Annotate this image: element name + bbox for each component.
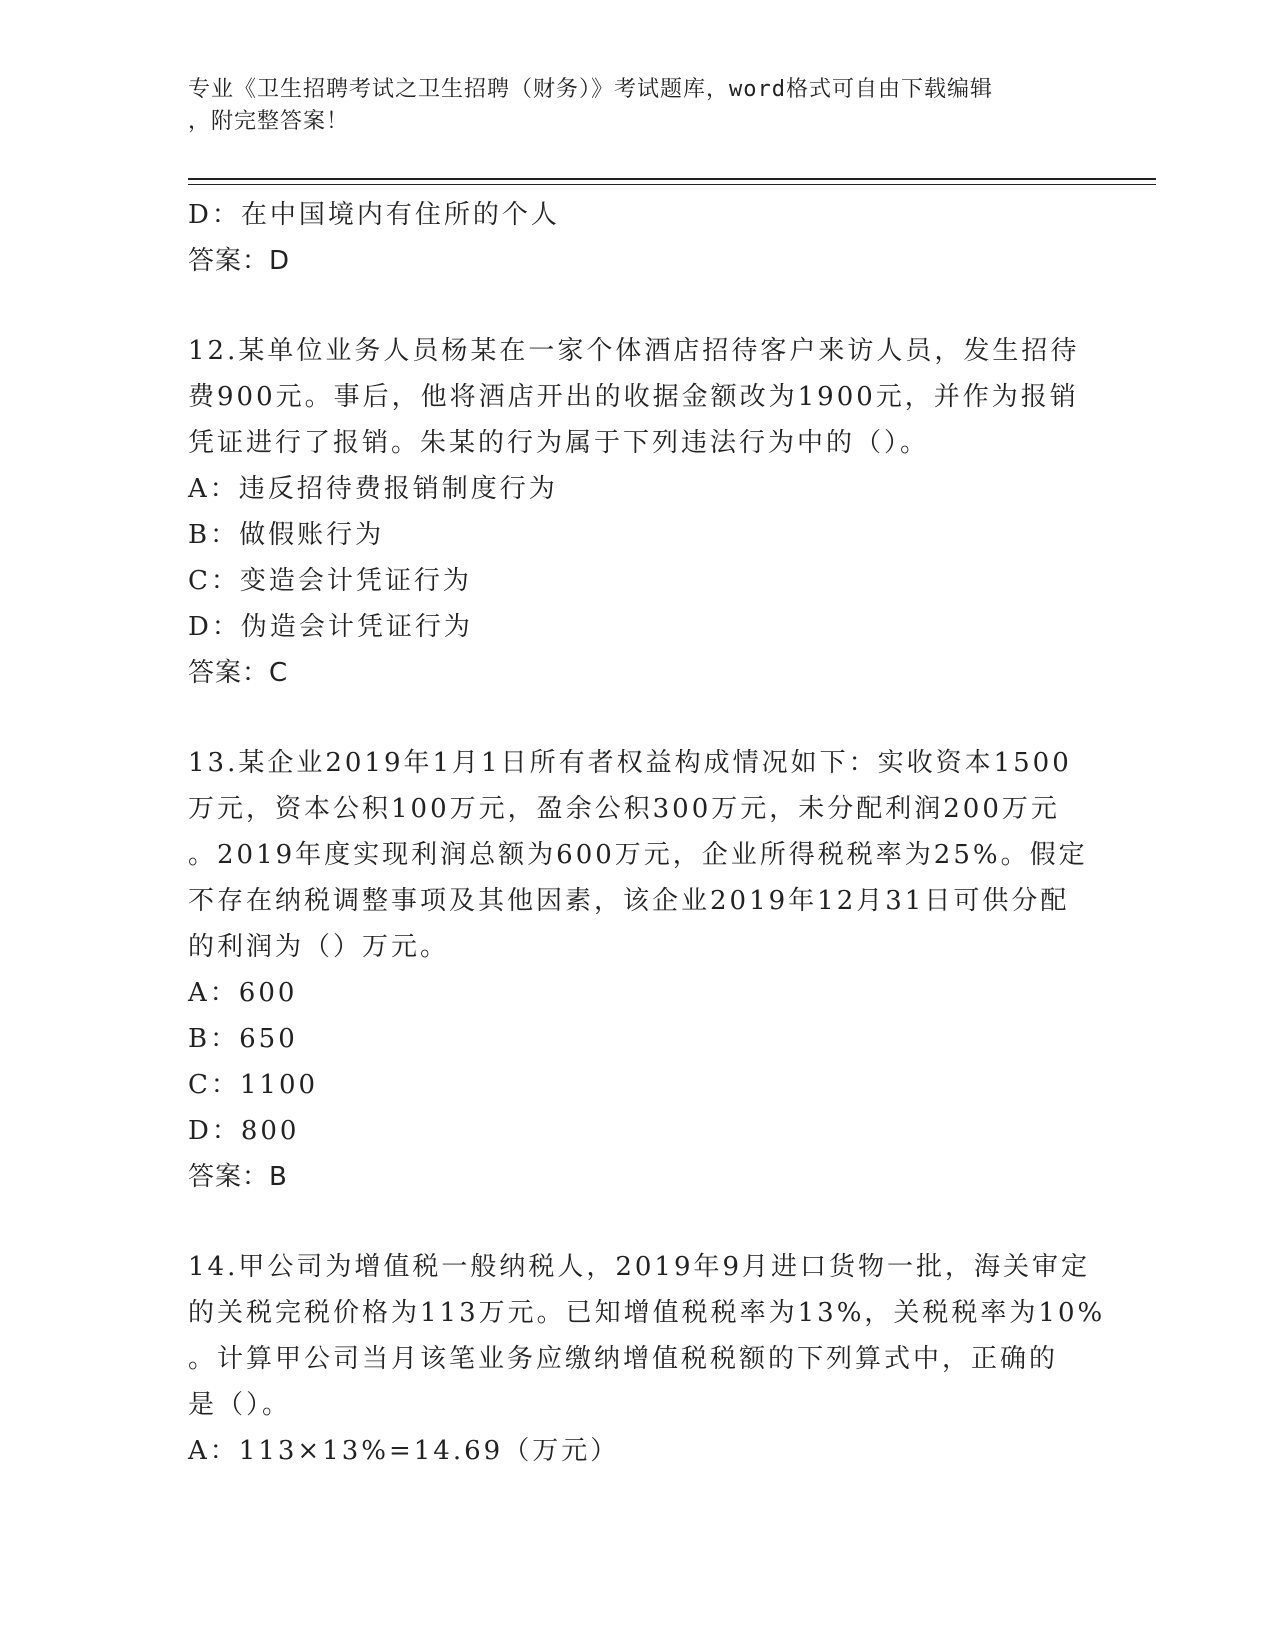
question-13-line-1: 13.某企业2019年1月1日所有者权益构成情况如下：实收资本1500 bbox=[188, 748, 1072, 778]
header-rule-thick bbox=[188, 178, 1156, 180]
header-line-1: 专业《卫生招聘考试之卫生招聘（财务）》考试题库，word格式可自由下载编辑 bbox=[188, 77, 993, 102]
document-body bbox=[188, 192, 1106, 1474]
question-13-option-d: D：800 bbox=[188, 1116, 300, 1146]
question-13-option-c: C：1100 bbox=[188, 1070, 319, 1100]
question-13-line-5: 的利润为（）万元。 bbox=[188, 932, 450, 962]
question-13-option-a: A：600 bbox=[188, 978, 298, 1008]
question-12-option-c: C：变造会计凭证行为 bbox=[188, 566, 472, 596]
header-rule-thin bbox=[188, 184, 1156, 185]
question-14 bbox=[188, 1244, 1106, 1474]
header-line-2: ，附完整答案！ bbox=[188, 109, 350, 134]
question-12-line-2: 费900元。事后，他将酒店开出的收据金额改为1900元，并作为报销 bbox=[188, 382, 1079, 412]
question-14-line-3: 。计算甲公司当月该笔业务应缴纳增值税税额的下列算式中，正确的 bbox=[188, 1344, 1059, 1374]
prev-option-d: D：在中国境内有住所的个人 bbox=[188, 200, 560, 230]
question-13-answer: 答案：B bbox=[188, 1162, 288, 1192]
question-14-line-2: 的关税完税价格为113万元。已知增值税税率为13%，关税税率为10% bbox=[188, 1298, 1106, 1328]
document-header bbox=[188, 74, 1088, 138]
question-12-option-d: D：伪造会计凭证行为 bbox=[188, 612, 473, 642]
question-13-line-4: 不存在纳税调整事项及其他因素，该企业2019年12月31日可供分配 bbox=[188, 886, 1070, 916]
question-12-line-3: 凭证进行了报销。朱某的行为属于下列违法行为中的（）。 bbox=[188, 428, 930, 458]
question-13 bbox=[188, 740, 1088, 1200]
question-14-line-1: 14.甲公司为增值税一般纳税人，2019年9月进口货物一批，海关审定 bbox=[188, 1252, 1091, 1282]
question-12 bbox=[188, 328, 1088, 696]
question-12-option-a: A：违反招待费报销制度行为 bbox=[188, 474, 558, 504]
question-13-line-2: 万元，资本公积100万元，盈余公积300万元，未分配利润200万元 bbox=[188, 794, 1060, 824]
question-14-line-4: 是（）。 bbox=[188, 1390, 292, 1420]
prev-answer: 答案：D bbox=[188, 246, 291, 276]
question-13-line-3: 。2019年度实现利润总额为600万元，企业所得税税率为25%。假定 bbox=[188, 840, 1088, 870]
question-12-option-b: B：做假账行为 bbox=[188, 520, 385, 550]
question-13-option-b: B：650 bbox=[188, 1024, 298, 1054]
question-12-answer: 答案：C bbox=[188, 658, 289, 688]
question-14-option-a: A：113×13%=14.69（万元） bbox=[188, 1436, 620, 1466]
question-12-line-1: 12.某单位业务人员杨某在一家个体酒店招待客户来访人员，发生招待 bbox=[188, 336, 1080, 366]
